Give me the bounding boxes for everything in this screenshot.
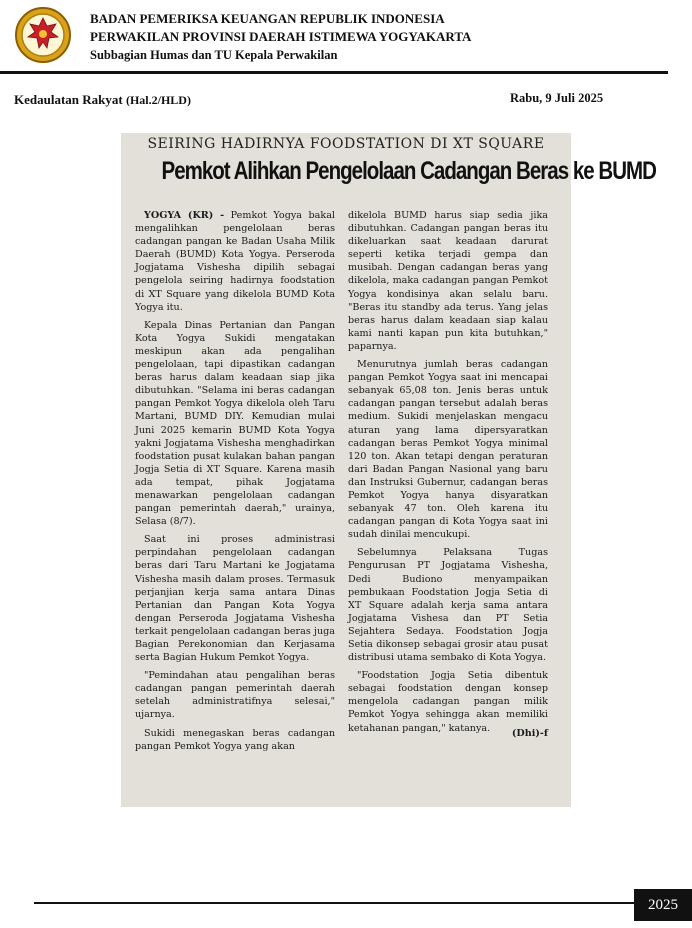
footer-year-badge: 2025 <box>634 889 692 921</box>
publication-date: Rabu, 9 Juli 2025 <box>510 91 604 105</box>
source-name: Kedaulatan Rakyat <box>14 92 123 107</box>
byline: (Dhi)-f <box>511 727 548 739</box>
paragraph: Sebelumnya Pelaksana Tugas Pengurusan PT Jogjatama Vishesha, Dedi Budiono menyampaikan pembukaan Foodstation Jogja Setia di XT Square adalah kerja sama antara Jogjatama Vishesa dan PT Setia Sejahtera Sedaya. Foodstation Jogja Setia dikonsep sebagai grosir atau pusat distribusi utama sembako di Kota Yogya. <box>348 547 548 664</box>
paragraph: "Pemindahan atau pengalihan beras cadangan pangan pemerintah daerah setelah administratifnya selesai," ujarnya. <box>135 670 335 721</box>
article-headline: Pemkot Alihkan Pengelolaan Cadangan Beras ke BUMD <box>161 157 656 185</box>
paragraph: Kepala Dinas Pertanian dan Pangan Kota Yogya Sukidi mengatakan meskipun akan ada pengalihan pengelolaan, tapi dipastikan cadangan beras harus dalam keadaan siap jika dibutuhkan. "Selama ini beras cadangan pangan Pemkot Yogya dikelola oleh Taru Martani, BUMD DIY. Kemudian mulai Juni 2025 kemarin BUMD Kota Yogya yakni Jogjatama Vishesha menghadirkan foodstation pusat kulakan bahan pangan Jogja Setia di XT Square. Karena masih ada tempat, pihak Jogjatama menawarkan pengelolaan cadangan pangan pemerintah daerah," urainya, Selasa (8/7). <box>135 319 335 528</box>
footer-divider <box>34 902 634 904</box>
paragraph: Saat ini proses administrasi perpindahan pengelolaan cadangan beras dari Taru Martani ke Jogjatama Vishesha masih dalam proses. Termasuk perjanjian kerja sama antara Dinas Pertanian dan Pangan Kota Yogya dengan Perseroda Jogjatama Vishesha terkait pengelolaan cadangan beras juga Bagian Perekonomian dan Kerjasama serta Bagian Hukum Pemkot Yogya. <box>135 534 335 664</box>
garuda-emblem-icon <box>14 6 72 64</box>
dateline: YOGYA (KR) - <box>144 210 225 221</box>
paragraph: dikelola BUMD harus siap sedia jika dibutuhkan. Cadangan pangan beras itu dikeluarkan saat keadaan darurat seperti ketika terjadi gempa dan musibah. Dengan cadangan beras yang dikelola, maka cadangan pangan Pemkot Yogya kondisinya akan selalu baru. "Beras itu standby ada terus. Yang jelas beras harus dalam keadaan siap kalau kami nanti kapan pun kita butuhkan," paparnya. <box>348 210 548 352</box>
paragraph: "Foodstation Jogja Setia dibentuk sebagai foodstation dengan konsep mengelola cadangan pangan milik Pemkot Yogya sehingga akan memiliki ketahanan pangan," katanya. <box>348 670 548 734</box>
org-line-1: BADAN PEMERIKSA KEUANGAN REPUBLIK INDONESIA <box>90 11 445 26</box>
newspaper-clipping <box>121 133 656 807</box>
paragraph: YOGYA (KR) - Pemkot Yogya bakal mengalihkan pengelolaan beras cadangan pangan ke Badan Usaha Milik Daerah (BUMD) Kota Yogya. Perseroda Jogjatama Vishesha dipilih sebagai pengelola seiring hadirnya foodstation di XT Square yang dikelola BUMD Kota Yogya itu. <box>135 210 335 313</box>
organization-name <box>90 10 471 64</box>
article-kicker: SEIRING HADIRNYA FOODSTATION DI XT SQUARE <box>147 136 545 152</box>
page-ref: (Hal.2/HLD) <box>125 93 191 107</box>
org-line-3: Subbagian Humas dan TU Kepala Perwakilan <box>90 48 338 62</box>
article-column-left <box>135 209 335 758</box>
article-column-right <box>348 209 548 740</box>
source-label <box>14 92 191 108</box>
org-line-2: PERWAKILAN PROVINSI DAERAH ISTIMEWA YOGYAKARTA <box>90 29 472 44</box>
header-divider <box>0 71 668 74</box>
paragraph: Menurutnya jumlah beras cadangan pangan Pemkot Yogya saat ini mencapai sebanyak 65,08 ton. Jenis beras untuk cadangan pangan tersebut adalah beras medium. Sukidi menjelaskan mengacu aturan yang lama dipersyaratkan cadangan beras Pemkot Yogya minimal 120 ton. Akan tetapi dengan peraturan dari Badan Pangan Nasional yang baru dan Instruksi Gubernur, cadangan beras Pemkot Yogya hanya disyaratkan sebanyak 47 ton. Oleh karena itu cadangan pangan di Kota Yogya saat ini sudah dinilai mencukupi. <box>348 359 548 541</box>
letterhead <box>0 0 692 76</box>
paragraph: Sukidi menegaskan beras cadangan pangan Pemkot Yogya yang akan <box>135 727 335 752</box>
